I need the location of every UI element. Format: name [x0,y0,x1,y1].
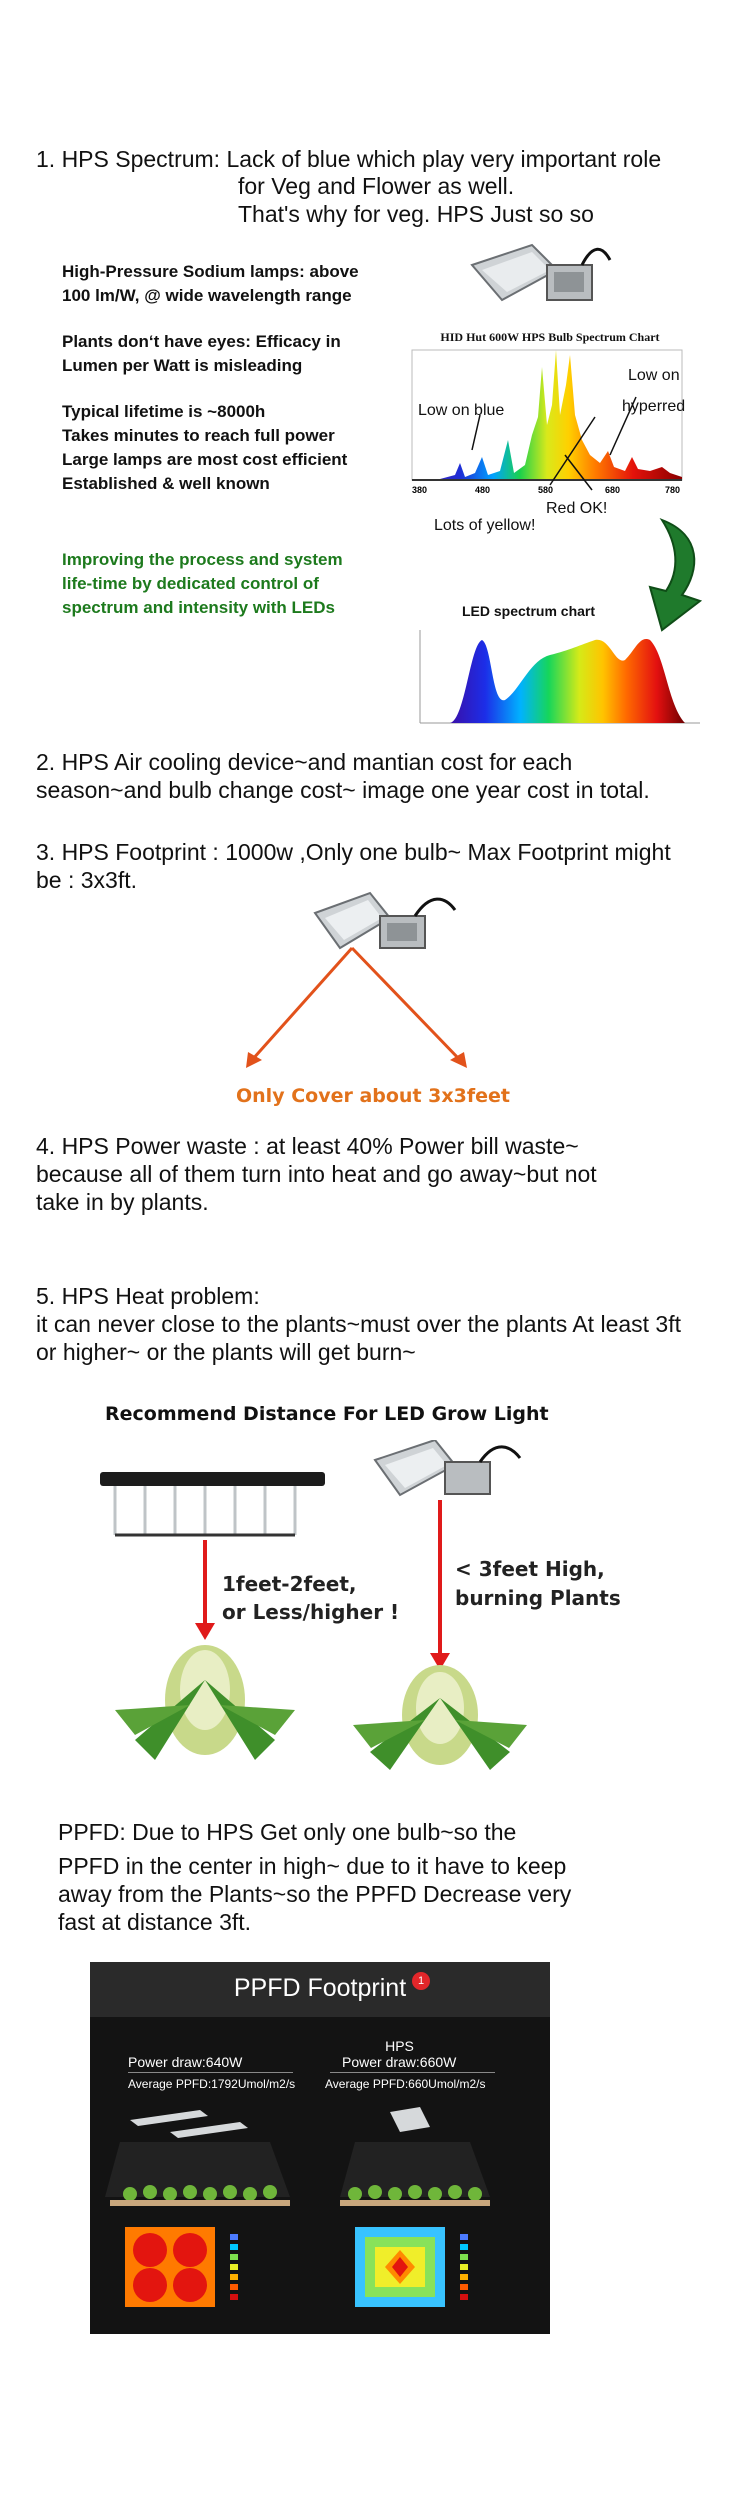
section4-line2: because all of them turn into heat and go away~but not [36,1161,597,1187]
led-bar-light [100,1472,325,1486]
distance-figure-title: Recommend Distance For LED Grow Light [105,1403,549,1425]
led-improvement-text [62,548,402,620]
section5-line1: 5. HPS Heat problem: [36,1283,260,1309]
green-line: spectrum and intensity with LEDs [62,598,335,617]
hps-header: HPS [385,2038,414,2054]
fact-line: Plants don‘t have eyes: Efficacy in [62,332,341,351]
fact-line: Large lamps are most cost efficient [62,450,348,469]
section5-line2: it can never close to the plants~must over the plants At least 3ft [36,1311,681,1337]
led-average-ppfd: Average PPFD:1792Umol/m2/s [128,2077,296,2091]
hps-chart-title: HID Hut 600W HPS Bulb Spectrum Chart [440,330,660,344]
fact-line: High-Pressure Sodium lamps: above [62,262,359,281]
hps-distance-label-1: < 3feet High, [455,1557,605,1581]
led-chart-title: LED spectrum chart [462,603,596,619]
hps-tick: 680 [605,485,621,495]
section1-line2: for Veg and Flower as well. [238,173,515,199]
low-on-blue-label: Low on blue [418,402,505,419]
section4-line1: 4. HPS Power waste : at least 40% Power bill waste~ [36,1133,579,1159]
fact-line: Takes minutes to reach full power [62,426,335,445]
hps-tick: 380 [412,485,428,495]
hps-lamp-image [462,240,612,320]
hps-distance-label-2: burning Plants [455,1586,621,1610]
hps-average-ppfd: Average PPFD:660Umol/m2/s [325,2077,486,2091]
section5-line3: or higher~ or the plants will get burn~ [36,1339,416,1365]
led-spectrum-chart [410,625,710,735]
curved-arrow-icon [622,515,722,635]
hps-tick: 580 [538,485,554,495]
red-ok-label: Red OK! [546,500,608,517]
low-on-hyperred-label-1: Low on [628,367,680,384]
section3-line2: be : 3x3ft. [36,867,138,893]
footprint-caption: Only Cover about 3x3feet [236,1085,510,1107]
section4-line3: take in by plants. [36,1189,209,1215]
hps-footprint-diagram [240,888,490,1073]
ppfd-line1: PPFD: Due to HPS Get only one bulb~so the [58,1819,517,1845]
ppfd-footprint-card [90,1962,550,2334]
fact-line: Typical lifetime is ~8000h [62,402,266,421]
ppfd-line3: away from the Plants~so the PPFD Decrease very [58,1881,572,1907]
section1-line1: 1. HPS Spectrum: Lack of blue which play very important role [36,146,662,172]
ppfd-badge: 1 [412,1972,430,1990]
section2-line2: season~and bulb change cost~ image one year cost in total. [36,777,650,803]
low-on-hyperred-label-2: hyperred [622,398,686,415]
ppfd-line2: PPFD in the center in high~ due to it have to keep [58,1853,567,1879]
green-line: life-time by dedicated control of [62,574,319,593]
led-distance-label-2: or Less/higher ! [222,1600,400,1624]
fact-line: Established & well known [62,474,270,493]
section1-line3: That's why for veg. HPS Just so so [238,201,594,227]
fact-line: Lumen per Watt is misleading [62,356,303,375]
ppfd-card-title: PPFD Footprint [233,1974,407,2002]
section3-line1: 3. HPS Footprint : 1000w ,Only one bulb~ Max Footprint might [36,839,671,865]
cannabis-plant-right [353,1665,527,1770]
hps-facts-list [62,260,402,496]
hps-tick: 480 [475,485,491,495]
hps-tick: 780 [665,485,681,495]
lots-of-yellow-label: Lots of yellow! [434,517,536,534]
hps-power-draw: Power draw:660W [342,2054,457,2070]
ppfd-comparison-graphic [90,2102,550,2334]
led-power-draw: Power draw:640W [128,2054,243,2070]
fact-line: 100 lm/W, @ wide wavelength range [62,286,352,305]
ppfd-line4: fast at distance 3ft. [58,1909,252,1935]
led-spectrum-curve [450,639,685,723]
led-distance-label-1: 1feet-2feet, [222,1572,357,1596]
section2-line1: 2. HPS Air cooling device~and mantian cost for each [36,749,573,775]
cannabis-plant-left [115,1645,295,1760]
green-line: Improving the process and system [62,550,343,569]
